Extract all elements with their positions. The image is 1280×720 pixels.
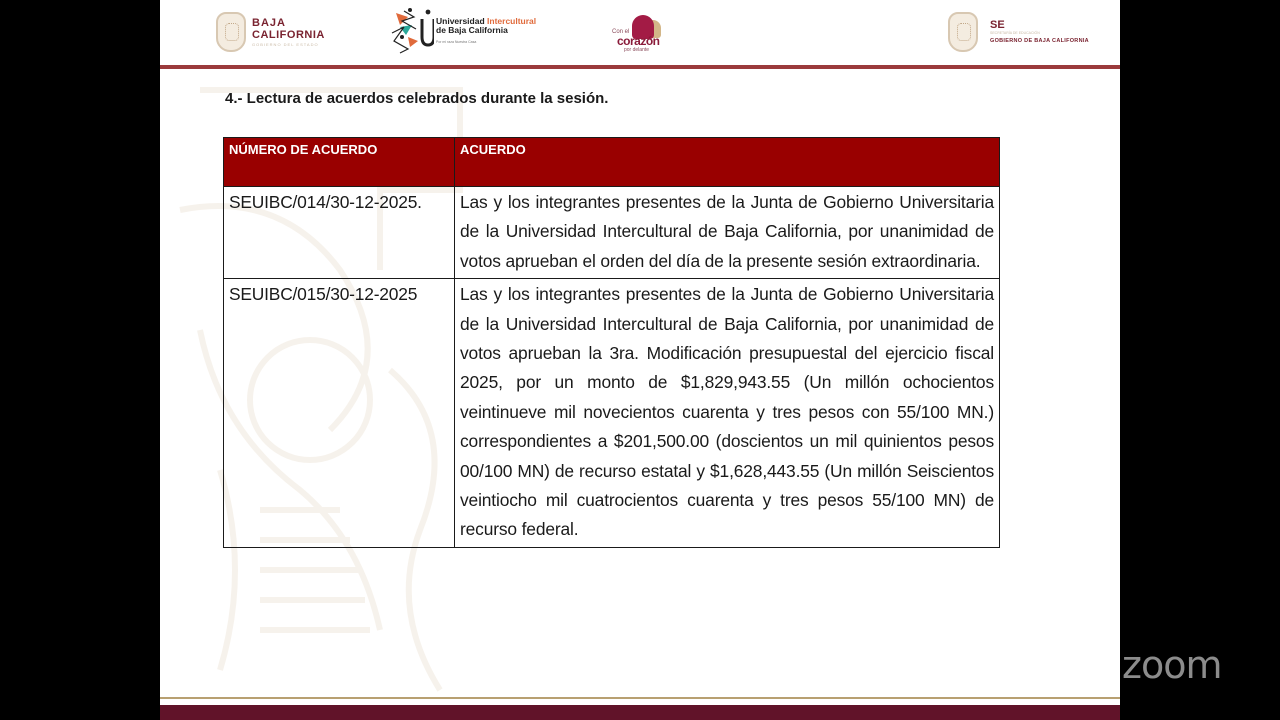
zoom-watermark-logo xyxy=(1122,643,1221,687)
uibc-geometric-mark-icon xyxy=(390,7,434,55)
table-header-row xyxy=(224,138,1000,187)
column-header-number: NÚMERO DE ACUERDO xyxy=(224,138,455,187)
slide-header xyxy=(160,0,1120,66)
state-crest-icon xyxy=(216,12,246,52)
agreement-number: SEUIBC/015/30-12-2025 xyxy=(224,279,455,548)
column-header-agreement: ACUERDO xyxy=(455,138,1000,187)
bc-logo-line2: CALIFORNIA xyxy=(252,28,325,41)
corazon-logo xyxy=(612,12,670,54)
section-title: 4.- Lectura de acuerdos celebrados durante la sesión. xyxy=(225,90,609,107)
state-crest-icon xyxy=(948,12,978,52)
table-row xyxy=(224,279,1000,548)
se-logo-title: SE xyxy=(990,19,1005,31)
agreements-table xyxy=(223,137,1000,548)
se-logo-gov: GOBIERNO DE BAJA CALIFORNIA xyxy=(990,37,1089,44)
uibc-logo-line1: Universidad Intercultural xyxy=(436,16,537,27)
bc-logo-line1: BAJA xyxy=(252,16,286,29)
baja-california-logo xyxy=(216,12,325,52)
footer-maroon-bar xyxy=(160,705,1120,720)
presentation-slide xyxy=(160,0,1120,720)
corazon-pre-text: Con el xyxy=(612,29,630,35)
uibc-logo-tagline: Por mi raza Nuestra Casa xyxy=(436,40,477,45)
agreement-text: Las y los integrantes presentes de la Junta de Gobierno Universitaria de la Universidad Intercultural de Baja California, por unanimidad de votos aprueban el orden del día de la presente sesión extraordinaria. xyxy=(455,187,1000,279)
table-row xyxy=(224,187,1000,279)
se-logo xyxy=(948,12,1089,52)
header-divider xyxy=(160,65,1120,69)
bc-logo-tagline: GOBIERNO DEL ESTADO xyxy=(252,41,319,47)
uibc-logo-line2: de Baja California xyxy=(436,25,508,36)
zoom-watermark-text: zoom xyxy=(1122,643,1222,687)
se-logo-subtitle: SECRETARÍA DE EDUCACIÓN xyxy=(990,31,1040,35)
agreement-text: Las y los integrantes presentes de la Junta de Gobierno Universitaria de la Universidad Intercultural de Baja California, por unanimidad de votos aprueban la 3ra. Modificación presupuestal del ejercicio fiscal 2025, por un monto de $1,829,943.55 (Un millón ochocientos veintinueve mil novecientos cuarenta y tres pesos con 55/100 MN.) correspondientes a $201,500.00 (doscientos un mil quinientos pesos 00/100 MN) de recurso estatal y $1,628,443.55 (Un millón Seiscientos veintiocho mil cuatrocientos cuarenta y tres pesos 55/100 MN) de recurso federal. xyxy=(455,279,1000,548)
corazon-post-text: por delante xyxy=(624,47,650,53)
footer-gold-line xyxy=(160,697,1120,699)
agreement-number: SEUIBC/014/30-12-2025. xyxy=(224,187,455,279)
corazon-main-text: corazón xyxy=(617,34,660,48)
uibc-logo xyxy=(390,7,536,55)
